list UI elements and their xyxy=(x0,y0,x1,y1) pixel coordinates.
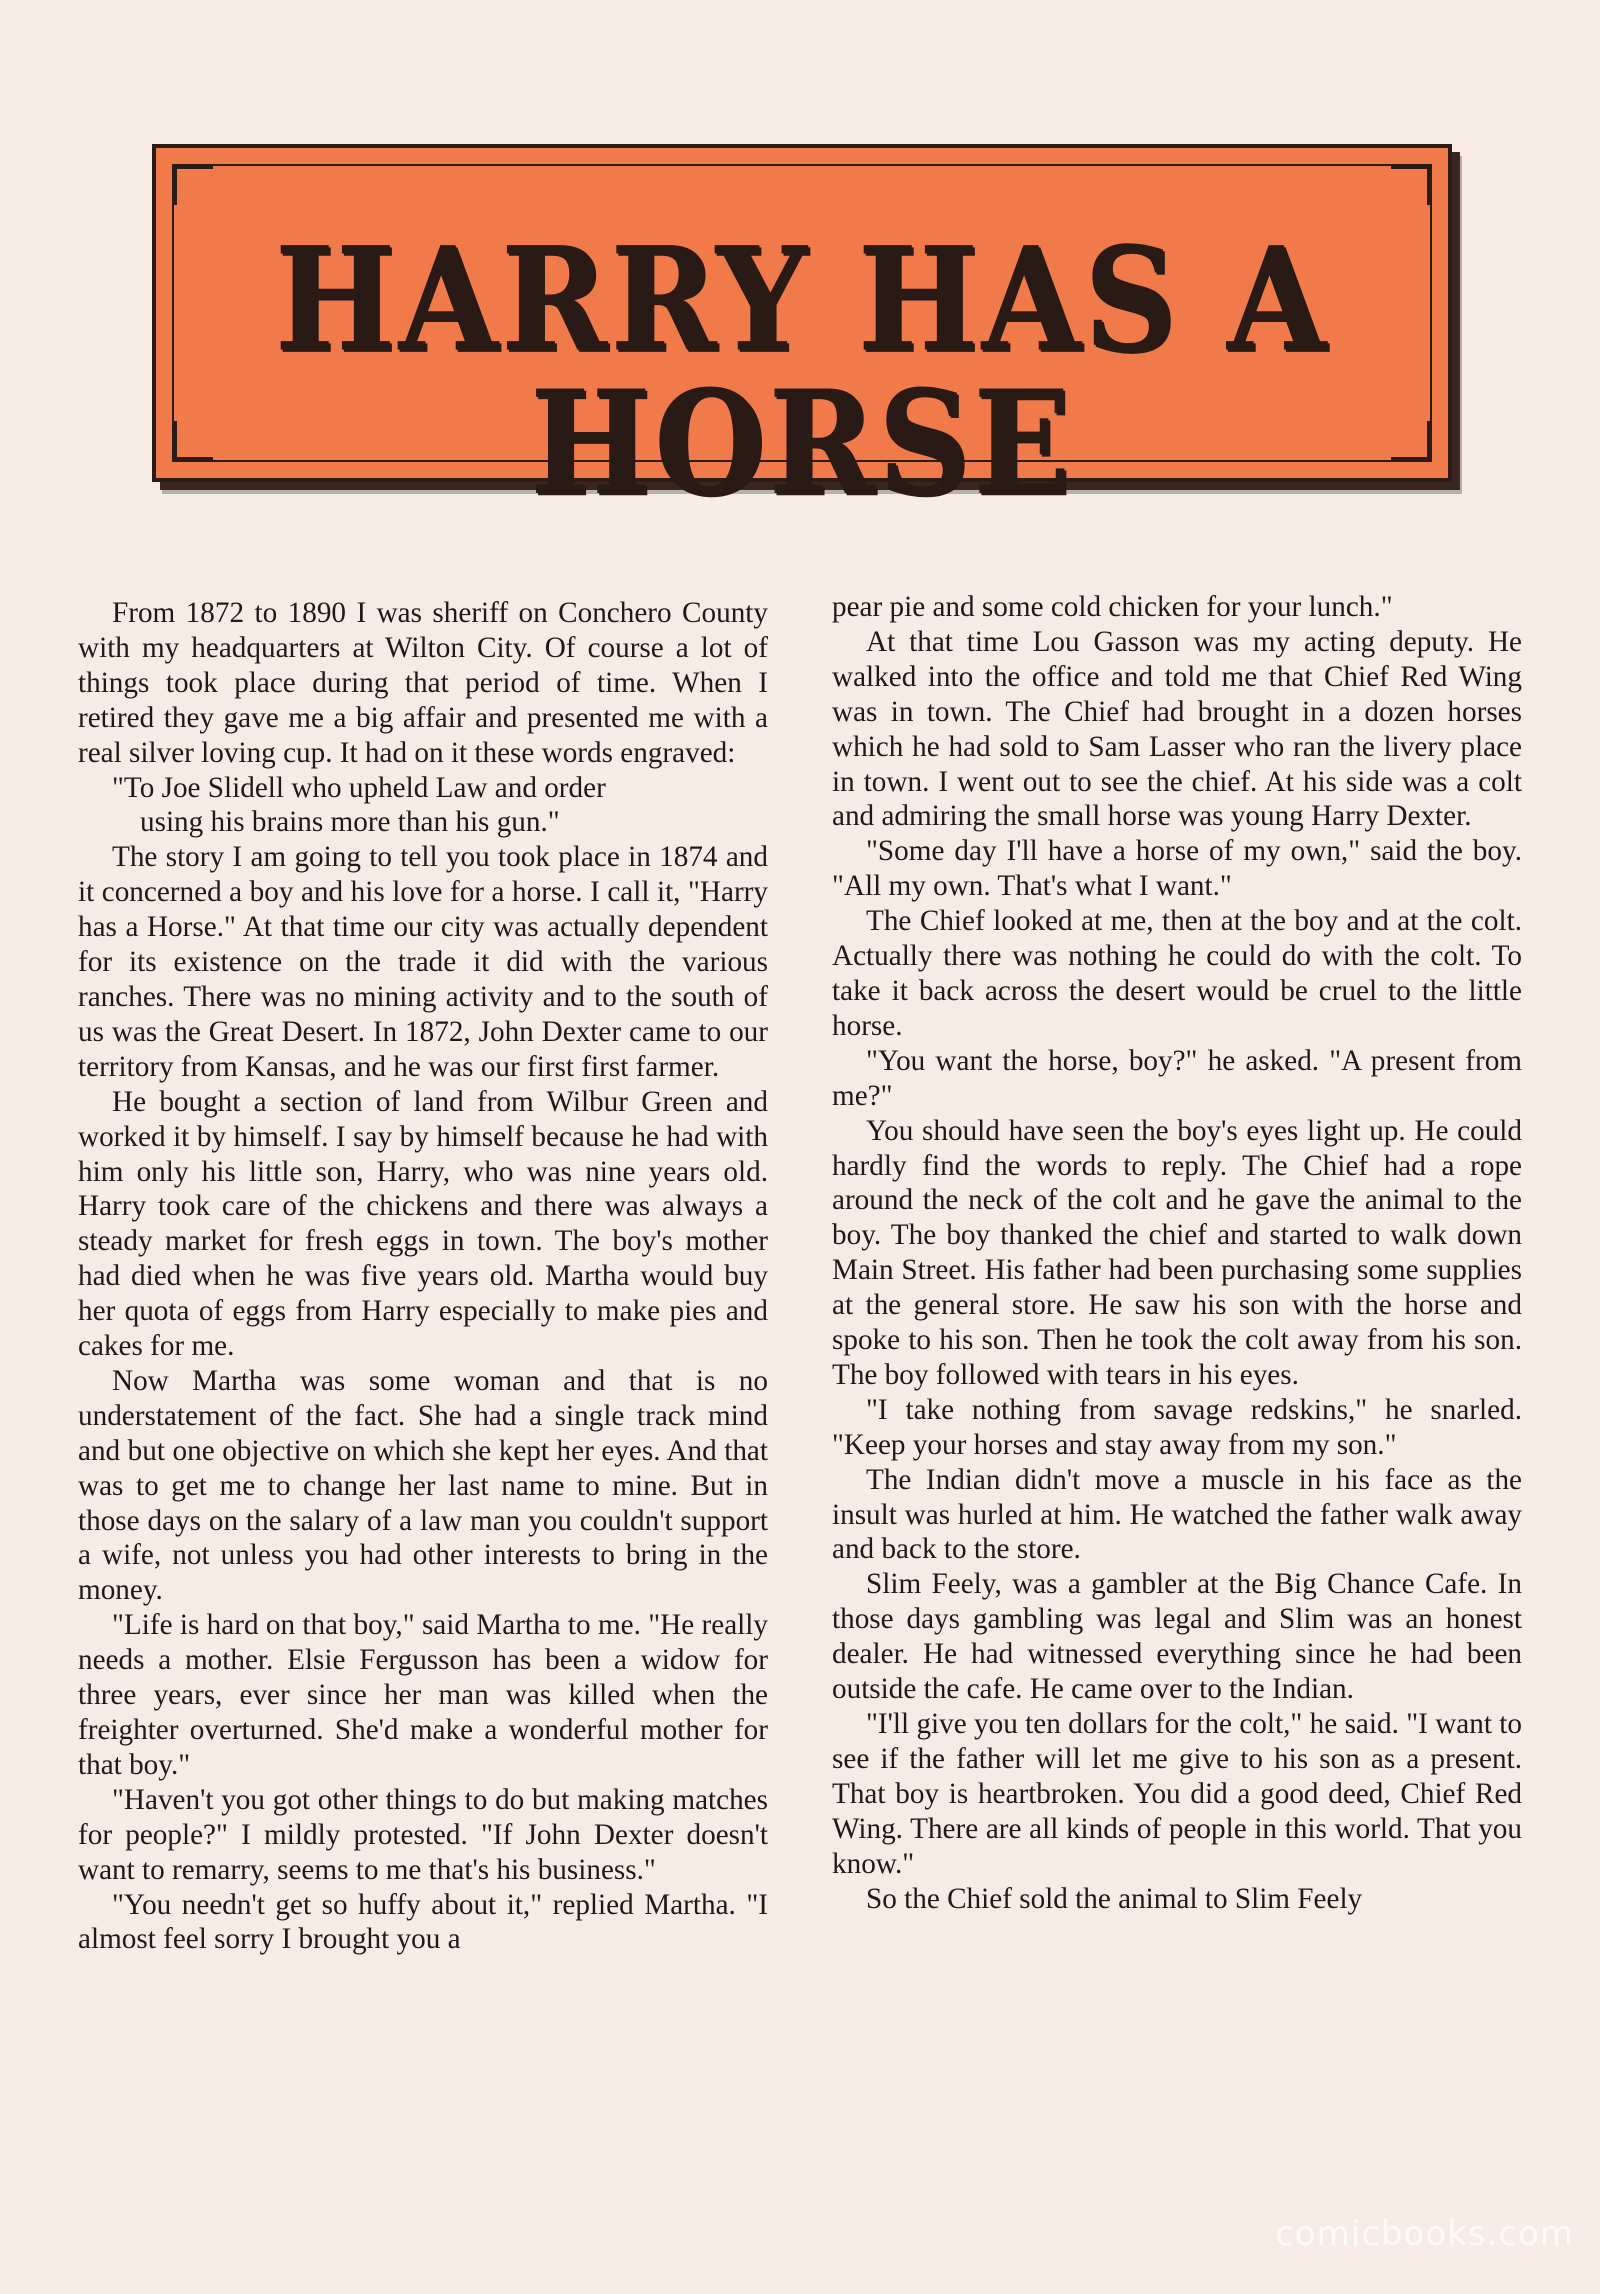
paragraph: "I'll give you ten dollars for the colt," he said. "I want to see if the father will let me give to his son as a present. That boy is heartbroken. You did a good deed, Chief Red Wing. There are all kinds of people in this world. That you know." xyxy=(832,1708,1522,1880)
inscription-line: "To Joe Slidell who upheld Law and order xyxy=(112,771,606,804)
paragraph: "Haven't you got other things to do but making matches for people?" I mildly protested. "If John Dexter doesn't want to remarry, seems to me that's his business." xyxy=(78,1783,768,1886)
site-watermark: comicbooks.com xyxy=(1275,2214,1574,2254)
left-text-column xyxy=(78,596,768,1957)
paragraph: "You want the horse, boy?" he asked. "A present from me?" xyxy=(832,1044,1522,1112)
paragraph: "I take nothing from savage redskins," he snarled. "Keep your horses and stay away from my son." xyxy=(832,1393,1522,1461)
paragraph: You should have seen the boy's eyes light up. He could hardly find the words to reply. The Chief had a rope around the neck of the colt and he gave the animal to the boy. The boy thanked the chief and started to walk down Main Street. His father had been purchasing some supplies at the general store. He saw his son with the horse and spoke to his son. Then he took the colt away from his son. The boy followed with tears in his eyes. xyxy=(832,1114,1522,1391)
banner-corner-ornament xyxy=(1391,166,1430,205)
paragraph: pear pie and some cold chicken for your lunch." xyxy=(832,591,1393,623)
paragraph: From 1872 to 1890 I was sheriff on Conchero County with my headquarters at Wilton City. Of course a lot of things took place during that period of time. When I retired they gave me a big affair and presented me with a real silver loving cup. It had on it these words engraved: xyxy=(78,597,768,769)
paragraph: "Life is hard on that boy," said Martha to me. "He really needs a mother. Elsie Fergusson has been a widow for three years, ever since her man was killed when the freighter overturned. She'd make a wonderful mother for that boy." xyxy=(78,1609,768,1781)
paragraph: He bought a section of land from Wilbur Green and worked it by himself. I say by himself because he had with him only his little son, Harry, who was nine years old. Harry took care of the chickens and there was always a steady market for fresh eggs in town. The boy's mother had died when he was five years old. Martha would buy her quota of eggs from Harry especially to make pies and cakes for me. xyxy=(78,1085,768,1363)
banner-corner-ornament xyxy=(174,166,213,205)
story-title: HARRY HAS A HORSE xyxy=(274,216,1330,528)
cup-inscription xyxy=(78,771,768,841)
title-banner xyxy=(152,144,1452,528)
paragraph: The Chief looked at me, then at the boy and at the colt. Actually there was nothing he could do with the colt. To take it back across the desert would be cruel to the little horse. xyxy=(832,905,1522,1042)
right-text-column xyxy=(832,590,1522,1916)
paragraph: At that time Lou Gasson was my acting deputy. He walked into the office and told me that Chief Red Wing was in town. The Chief had brought in a dozen horses which he had sold to Sam Lasser who ran the livery place in town. I went out to see the chief. At his side was a colt and admiring the small horse was young Harry Dexter. xyxy=(832,625,1522,833)
paragraph: The story I am going to tell you took place in 1874 and it concerned a boy and his love for a horse. I call it, "Harry has a Horse." At that time our city was actually dependent for its existence on the trade it did with the various ranches. There was no mining activity and to the south of us was the Great Desert. In 1872, John Dexter came to our territory from Kansas, and he was our first first farmer. xyxy=(78,841,768,1083)
paragraph: Slim Feely, was a gambler at the Big Chance Cafe. In those days gambling was legal and Slim was an honest dealer. He had witnessed everything since he had been outside the cafe. He came over to the Indian. xyxy=(832,1568,1522,1706)
paragraph: So the Chief sold the animal to Slim Feely xyxy=(866,1882,1363,1915)
paragraph: The Indian didn't move a muscle in his face as the insult was hurled at him. He watched the father walk away and back to the store. xyxy=(832,1463,1522,1566)
inscription-line: using his brains more than his gun." xyxy=(140,806,560,839)
paragraph: Now Martha was some woman and that is no understatement of the fact. She had a single track mind and but one objective on which she kept her eyes. And that was to get me to change her last name to mine. But in those days on the salary of a law man you couldn't support a wife, not unless you had other interests to bring in the money. xyxy=(78,1364,768,1607)
paragraph: "You needn't get so huffy about it," replied Martha. "I almost feel sorry I brought you a xyxy=(78,1888,768,1956)
paragraph: "Some day I'll have a horse of my own," said the boy. "All my own. That's what I want." xyxy=(832,835,1522,903)
